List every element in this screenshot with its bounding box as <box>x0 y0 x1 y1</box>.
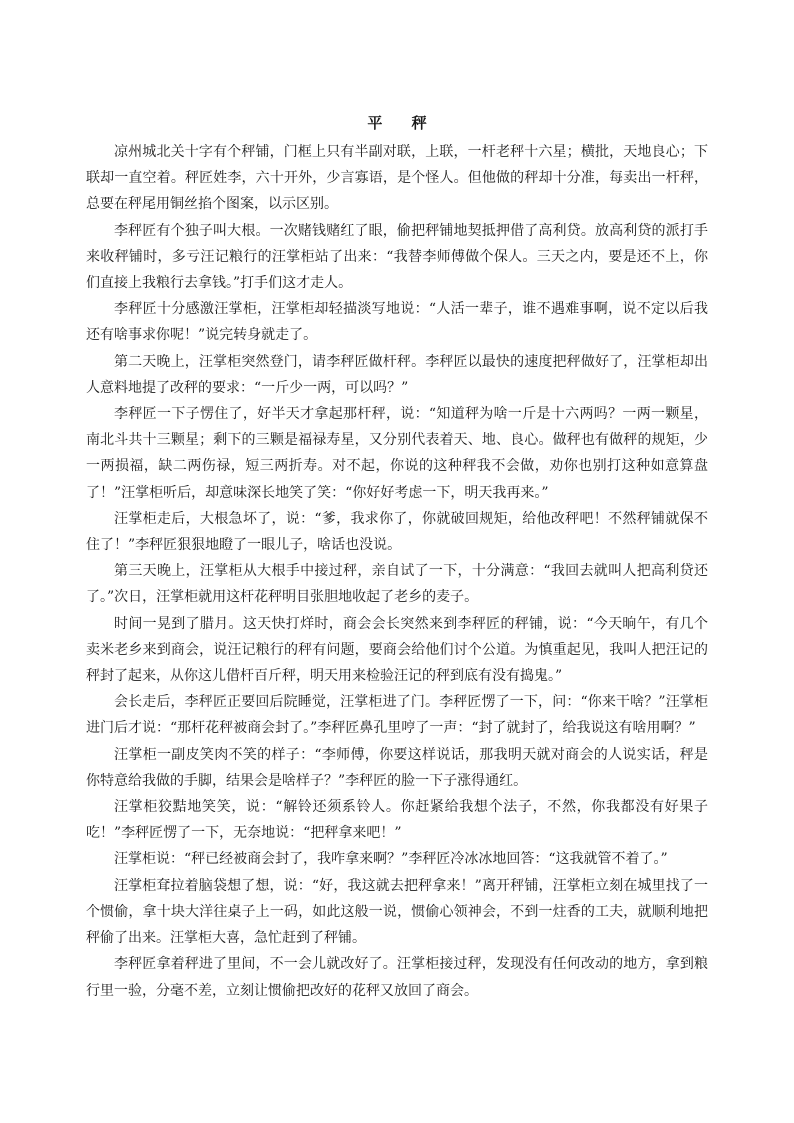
paragraph: 会长走后，李秤匠正要回后院睡觉，汪掌柜进了门。李秤匠愣了一下，问：“你来干啥？”汪掌柜进门后才说：“那杆花秤被商会封了。”李秤匠鼻孔里哼了一声：“封了就封了，给我说这有啥用啊？” <box>86 694 708 737</box>
document-body <box>86 139 708 1004</box>
paragraph: 汪掌柜走后，大根急坏了，说：“爹，我求你了，你就破回规矩，给他改秤吧！不然秤铺就保不住了！”李秤匠狠狠地瞪了一眼儿子，啥话也没说。 <box>86 510 708 554</box>
paragraph: 李秤匠拿着秤进了里间，不一会儿就改好了。汪掌柜接过秤，发现没有任何改动的地方，拿到粮行里一验，分毫不差，立刻让惯偷把改好的花秤又放回了商会。 <box>86 956 708 999</box>
paragraph: 凉州城北关十字有个秤铺，门框上只有半副对联，上联，一杆老秤十六星；横批，天地良心；下联却一直空着。秤匠姓李，六十开外，少言寡语，是个怪人。但他做的秤却十分准，每卖出一杆秤，总要在秤尾用铜丝掐个图案，以示区别。 <box>86 144 708 213</box>
paragraph: 汪掌柜狡黠地笑笑，说：“解铃还须系铃人。你赶紧给我想个法子，不然，你我都没有好果子吃！”李秤匠愣了一下，无奈地说：“把秤拿来吧！” <box>86 799 708 842</box>
paragraph: 时间一晃到了腊月。这天快打烊时，商会会长突然来到李秤匠的秤铺，说：“今天晌午，有几个卖米老乡来到商会，说汪记粮行的秤有问题，要商会给他们讨个公道。为慎重起见，我叫人把汪记的秤封了起来，从你这儿借杆百斤秤，明天用来检验汪记的秤到底有没有捣鬼。” <box>86 615 708 685</box>
paragraph: 李秤匠十分感激汪掌柜，汪掌柜却轻描淡写地说：“人活一辈子，谁不遇难事啊，说不定以后我还有啥事求你呢！”说完转身就走了。 <box>86 301 708 344</box>
paragraph: 第三天晚上，汪掌柜从大根手中接过秤，亲自试了一下，十分满意：“我回去就叫人把高利贷还了。”次日，汪掌柜就用这杆花秤明目张胆地收起了老乡的麦子。 <box>86 563 708 606</box>
paragraph: 汪掌柜耷拉着脑袋想了想，说：“好，我这就去把秤拿来！”离开秤铺，汪掌柜立刻在城里找了一个惯偷，拿十块大洋往桌子上一码，如此这般一说，惯偷心领神会，不到一炷香的工夫，就顺利地把秤偷了出来。汪掌柜大喜，急忙赶到了秤铺。 <box>86 877 708 947</box>
document-page <box>86 112 708 1004</box>
paragraph: 汪掌柜说：“秤已经被商会封了，我咋拿来啊？”李秤匠冷冰冰地回答：“这我就管不着了。” <box>114 851 668 868</box>
paragraph: 第二天晚上，汪掌柜突然登门，请李秤匠做杆秤。李秤匠以最快的速度把秤做好了，汪掌柜却出人意料地提了改秤的要求：“一斤少一两，可以吗？” <box>86 353 708 396</box>
paragraph: 汪掌柜一副皮笑肉不笑的样子：“李师傅，你要这样说话，那我明天就对商会的人说实话，秤是你特意给我做的手脚，结果会是啥样子？”李秤匠的脸一下子涨得通红。 <box>86 746 708 789</box>
paragraph: 李秤匠一下子愣住了，好半天才拿起那杆秤，说：“知道秤为啥一斤是十六两吗？一两一颗星，南北斗共十三颗星；剩下的三颗是福禄寿星，又分别代表着天、地、良心。做秤也有做秤的规矩，少一两损福，缺二两伤禄，短三两折寿。对不起，你说的这种秤我不会做，劝你也别打这种如意算盘了！”汪掌柜听后，却意味深长地笑了笑：“你好好考虑一下，明天我再来。” <box>86 406 708 501</box>
document-title: 平 秤 <box>367 114 439 132</box>
paragraph: 李秤匠有个独子叫大根。一次赌钱赌红了眼，偷把秤铺地契抵押借了高利贷。放高利贷的派打手来收秤铺时，多亏汪记粮行的汪掌柜站了出来：“我替李师傅做个保人。三天之内，要是还不上，你们直接上我粮行去拿钱。”打手们这才走人。 <box>86 222 708 292</box>
